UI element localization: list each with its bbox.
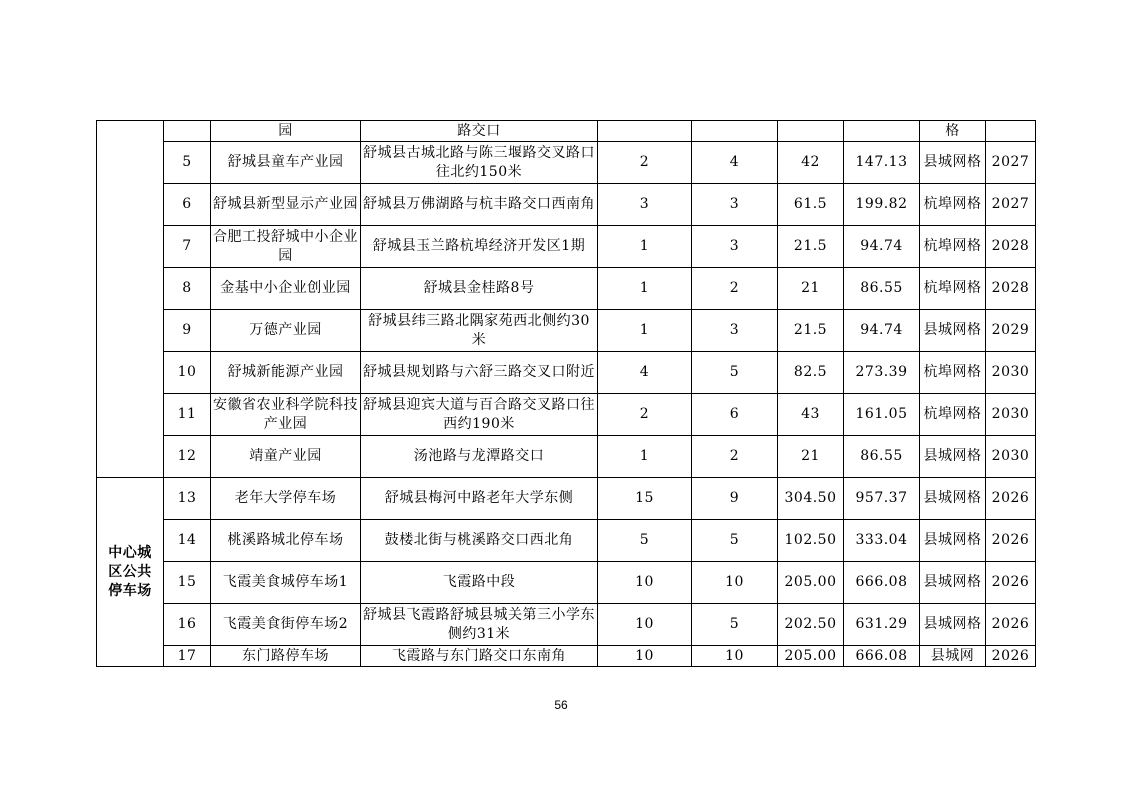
project-name: 靖童产业园 — [211, 436, 361, 478]
location: 舒城县金桂路8号 — [361, 268, 598, 310]
cell-col5: 10 — [692, 562, 778, 604]
cell-col7: 957.37 — [844, 478, 920, 520]
row-index: 14 — [164, 520, 211, 562]
cell-col6 — [778, 121, 844, 142]
table-row — [97, 310, 1036, 352]
cell-col5: 2 — [692, 436, 778, 478]
cell-col6: 202.50 — [778, 604, 844, 646]
location: 舒城县万佛湖路与杭丰路交口西南角 — [361, 184, 598, 226]
year: 2028 — [986, 226, 1036, 268]
project-name: 老年大学停车场 — [211, 478, 361, 520]
year: 2026 — [986, 646, 1036, 667]
cell-col5: 4 — [692, 142, 778, 184]
cell-col4: 1 — [598, 268, 692, 310]
grid-area: 杭埠网格 — [920, 394, 986, 436]
cell-col7: 147.13 — [844, 142, 920, 184]
cell-col7: 86.55 — [844, 436, 920, 478]
table-row — [97, 142, 1036, 184]
cell-col5: 2 — [692, 268, 778, 310]
cell-col6: 205.00 — [778, 646, 844, 667]
table-row — [97, 520, 1036, 562]
project-name: 舒城县新型显示产业园 — [211, 184, 361, 226]
project-name: 舒城县童车产业园 — [211, 142, 361, 184]
cell-col5: 3 — [692, 184, 778, 226]
row-index: 10 — [164, 352, 211, 394]
year: 2028 — [986, 268, 1036, 310]
location: 舒城县规划路与六舒三路交叉口附近 — [361, 352, 598, 394]
cell-col6: 21 — [778, 268, 844, 310]
grid-area: 县城网格 — [920, 604, 986, 646]
cell-col4: 10 — [598, 646, 692, 667]
project-name: 东门路停车场 — [211, 646, 361, 667]
cell-col7: 199.82 — [844, 184, 920, 226]
cell-col5: 10 — [692, 646, 778, 667]
cell-col6: 43 — [778, 394, 844, 436]
cell-col6: 205.00 — [778, 562, 844, 604]
grid-area: 县城网格 — [920, 436, 986, 478]
cell-col4: 4 — [598, 352, 692, 394]
cell-col4: 2 — [598, 394, 692, 436]
year: 2027 — [986, 142, 1036, 184]
project-name: 飞霞美食城停车场1 — [211, 562, 361, 604]
row-index: 8 — [164, 268, 211, 310]
grid-area: 格 — [920, 121, 986, 142]
year: 2030 — [986, 394, 1036, 436]
location: 舒城县飞霞路舒城县城关第三小学东侧约31米 — [361, 604, 598, 646]
location: 鼓楼北街与桃溪路交口西北角 — [361, 520, 598, 562]
year: 2029 — [986, 310, 1036, 352]
cell-col5: 5 — [692, 352, 778, 394]
cell-col4: 10 — [598, 562, 692, 604]
cell-col5: 3 — [692, 226, 778, 268]
cell-col6: 21.5 — [778, 226, 844, 268]
year: 2026 — [986, 604, 1036, 646]
grid-area: 杭埠网格 — [920, 268, 986, 310]
year: 2027 — [986, 184, 1036, 226]
row-index: 9 — [164, 310, 211, 352]
table-row — [97, 394, 1036, 436]
data-table — [96, 120, 1036, 667]
category-label: 中心城区公共停车场 — [97, 478, 164, 667]
project-name: 园 — [211, 121, 361, 142]
table-row — [97, 562, 1036, 604]
grid-area: 县城网格 — [920, 142, 986, 184]
cell-col5: 5 — [692, 604, 778, 646]
cell-col6: 21 — [778, 436, 844, 478]
cell-col5: 6 — [692, 394, 778, 436]
table-row — [97, 352, 1036, 394]
cell-col7 — [844, 121, 920, 142]
project-name: 安徽省农业科学院科技产业园 — [211, 394, 361, 436]
cell-col7: 161.05 — [844, 394, 920, 436]
location: 路交口 — [361, 121, 598, 142]
location: 飞霞路中段 — [361, 562, 598, 604]
row-index: 5 — [164, 142, 211, 184]
row-index: 17 — [164, 646, 211, 667]
grid-area: 杭埠网格 — [920, 352, 986, 394]
table-row — [97, 184, 1036, 226]
cell-col5: 5 — [692, 520, 778, 562]
year: 2030 — [986, 436, 1036, 478]
cell-col5: 3 — [692, 310, 778, 352]
cell-col7: 666.08 — [844, 646, 920, 667]
project-name: 舒城新能源产业园 — [211, 352, 361, 394]
cell-col4: 1 — [598, 226, 692, 268]
project-name: 万德产业园 — [211, 310, 361, 352]
cell-col6: 21.5 — [778, 310, 844, 352]
cell-col6: 304.50 — [778, 478, 844, 520]
cell-col4: 1 — [598, 310, 692, 352]
cell-col7: 86.55 — [844, 268, 920, 310]
table-row — [97, 646, 1036, 667]
cell-col4: 2 — [598, 142, 692, 184]
project-name: 桃溪路城北停车场 — [211, 520, 361, 562]
grid-area: 县城网格 — [920, 478, 986, 520]
row-index: 11 — [164, 394, 211, 436]
project-name: 金基中小企业创业园 — [211, 268, 361, 310]
cell-col6: 42 — [778, 142, 844, 184]
cell-col7: 333.04 — [844, 520, 920, 562]
grid-area: 县城网 — [920, 646, 986, 667]
row-index: 15 — [164, 562, 211, 604]
page-number: 56 — [554, 698, 568, 712]
project-name: 飞霞美食街停车场2 — [211, 604, 361, 646]
location: 舒城县纬三路北隅家苑西北侧约30米 — [361, 310, 598, 352]
cell-col4: 15 — [598, 478, 692, 520]
cell-col4: 10 — [598, 604, 692, 646]
table-row — [97, 121, 1036, 142]
cell-col6: 82.5 — [778, 352, 844, 394]
cell-col7: 94.74 — [844, 310, 920, 352]
table-row — [97, 436, 1036, 478]
table-row — [97, 604, 1036, 646]
grid-area: 杭埠网格 — [920, 184, 986, 226]
year: 2026 — [986, 520, 1036, 562]
location: 舒城县玉兰路杭埠经济开发区1期 — [361, 226, 598, 268]
location: 舒城县梅河中路老年大学东侧 — [361, 478, 598, 520]
cell-col6: 102.50 — [778, 520, 844, 562]
grid-area: 县城网格 — [920, 310, 986, 352]
grid-area: 县城网格 — [920, 562, 986, 604]
cell-col7: 94.74 — [844, 226, 920, 268]
table-row — [97, 268, 1036, 310]
grid-area: 杭埠网格 — [920, 226, 986, 268]
row-index: 16 — [164, 604, 211, 646]
cell-col5 — [692, 121, 778, 142]
location: 舒城县古城北路与陈三堰路交叉路口往北约150米 — [361, 142, 598, 184]
row-index: 6 — [164, 184, 211, 226]
cell-col6: 61.5 — [778, 184, 844, 226]
cell-col4: 3 — [598, 184, 692, 226]
row-index: 12 — [164, 436, 211, 478]
year: 2026 — [986, 562, 1036, 604]
cell-col4 — [598, 121, 692, 142]
cell-col4: 5 — [598, 520, 692, 562]
category-cell — [97, 121, 164, 478]
year — [986, 121, 1036, 142]
table-row — [97, 226, 1036, 268]
row-index: 13 — [164, 478, 211, 520]
year: 2026 — [986, 478, 1036, 520]
cell-col4: 1 — [598, 436, 692, 478]
year: 2030 — [986, 352, 1036, 394]
cell-col7: 631.29 — [844, 604, 920, 646]
cell-col7: 666.08 — [844, 562, 920, 604]
row-index: 7 — [164, 226, 211, 268]
grid-area: 县城网格 — [920, 520, 986, 562]
table-row — [97, 478, 1036, 520]
cell-col7: 273.39 — [844, 352, 920, 394]
row-index — [164, 121, 211, 142]
location: 舒城县迎宾大道与百合路交叉路口往西约190米 — [361, 394, 598, 436]
cell-col5: 9 — [692, 478, 778, 520]
project-name: 合肥工投舒城中小企业园 — [211, 226, 361, 268]
location: 汤池路与龙潭路交口 — [361, 436, 598, 478]
location: 飞霞路与东门路交口东南角 — [361, 646, 598, 667]
